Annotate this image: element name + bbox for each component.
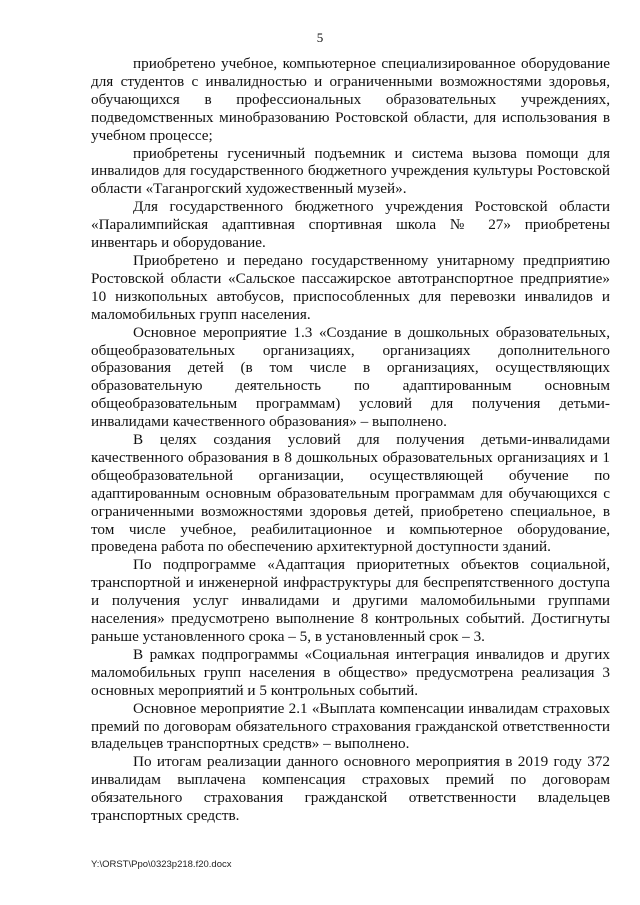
paragraph-9: Основное мероприятие 2.1 «Выплата компенсации инвалидам страховых премий по договорам обязательного страхования гражданской ответственности владельцев транспортных средств» – выполнено. [91, 699, 610, 753]
paragraph-4: Приобретено и передано государственному унитарному предприятию Ростовской области «Сальское пассажирское автотранспортное предприятие» 10 низкопольных автобусов, приспособленных для перевозки инвалидов и маломобильных групп населения. [91, 251, 610, 323]
paragraph-10: По итогам реализации данного основного мероприятия в 2019 году 372 инвалидам выплачена компенсация страховых премий по договорам обязательного страхования гражданской ответственности владельцев транспортных средств. [91, 753, 610, 825]
paragraph-8: В рамках подпрограммы «Социальная интеграция инвалидов и других маломобильных групп населения в общество» предусмотрена реализация 3 основных мероприятий и 5 контрольных событий. [91, 645, 610, 699]
paragraph-1: приобретено учебное, компьютерное специализированное оборудование для студентов с инвалидностью и ограниченными возможностями здоровья, обучающихся в профессиональных образовательных учреждениях, подведомственных минобразованию Ростовской области, для использования в учебном процессе; [91, 55, 610, 144]
document-body [91, 55, 610, 825]
paragraph-3: Для государственного бюджетного учреждения Ростовской области «Паралимпийская адаптивная спортивная школа № 27» приобретены инвентарь и оборудование. [91, 198, 610, 252]
paragraph-6: В целях создания условий для получения детьми-инвалидами качественного образования в 8 дошкольных образовательных организациях и 1 общеобразовательной организации, осуществляющей обучение по адаптированным основным образовательным программам для обучающихся с ограниченными возможностями здоровья детей, приобретено специальное, в том числе учебное, реабилитационное и компьютерное оборудование, проведена работа по обеспечению архитектурной доступности зданий. [91, 431, 610, 556]
paragraph-5: Основное мероприятие 1.3 «Создание в дошкольных образовательных, общеобразовательных организациях, организациях дополнительного образования детей (в том числе в организациях, осуществляющих образовательную деятельность по адаптированным основным общеобразовательным программам) условий для получения детьми-инвалидами качественного образования» – выполнено. [91, 323, 610, 431]
file-path-footer: Y:\ORST\Ppo\0323p218.f20.docx [91, 859, 232, 870]
page-number: 5 [316, 30, 324, 45]
paragraph-7: По подпрограмме «Адаптация приоритетных объектов социальной, транспортной и инженерной инфраструктуры для беспрепятственного доступа и получения услуг инвалидами и другими маломобильными группами населения» предусмотрено выполнение 8 контрольных событий. Достигнуты раньше установленного срока – 5, в установленный срок – 3. [91, 556, 610, 645]
paragraph-2: приобретены гусеничный подъемник и система вызова помощи для инвалидов для государственного бюджетного учреждения культуры Ростовской области «Таганрогский художественный музей». [91, 144, 610, 198]
